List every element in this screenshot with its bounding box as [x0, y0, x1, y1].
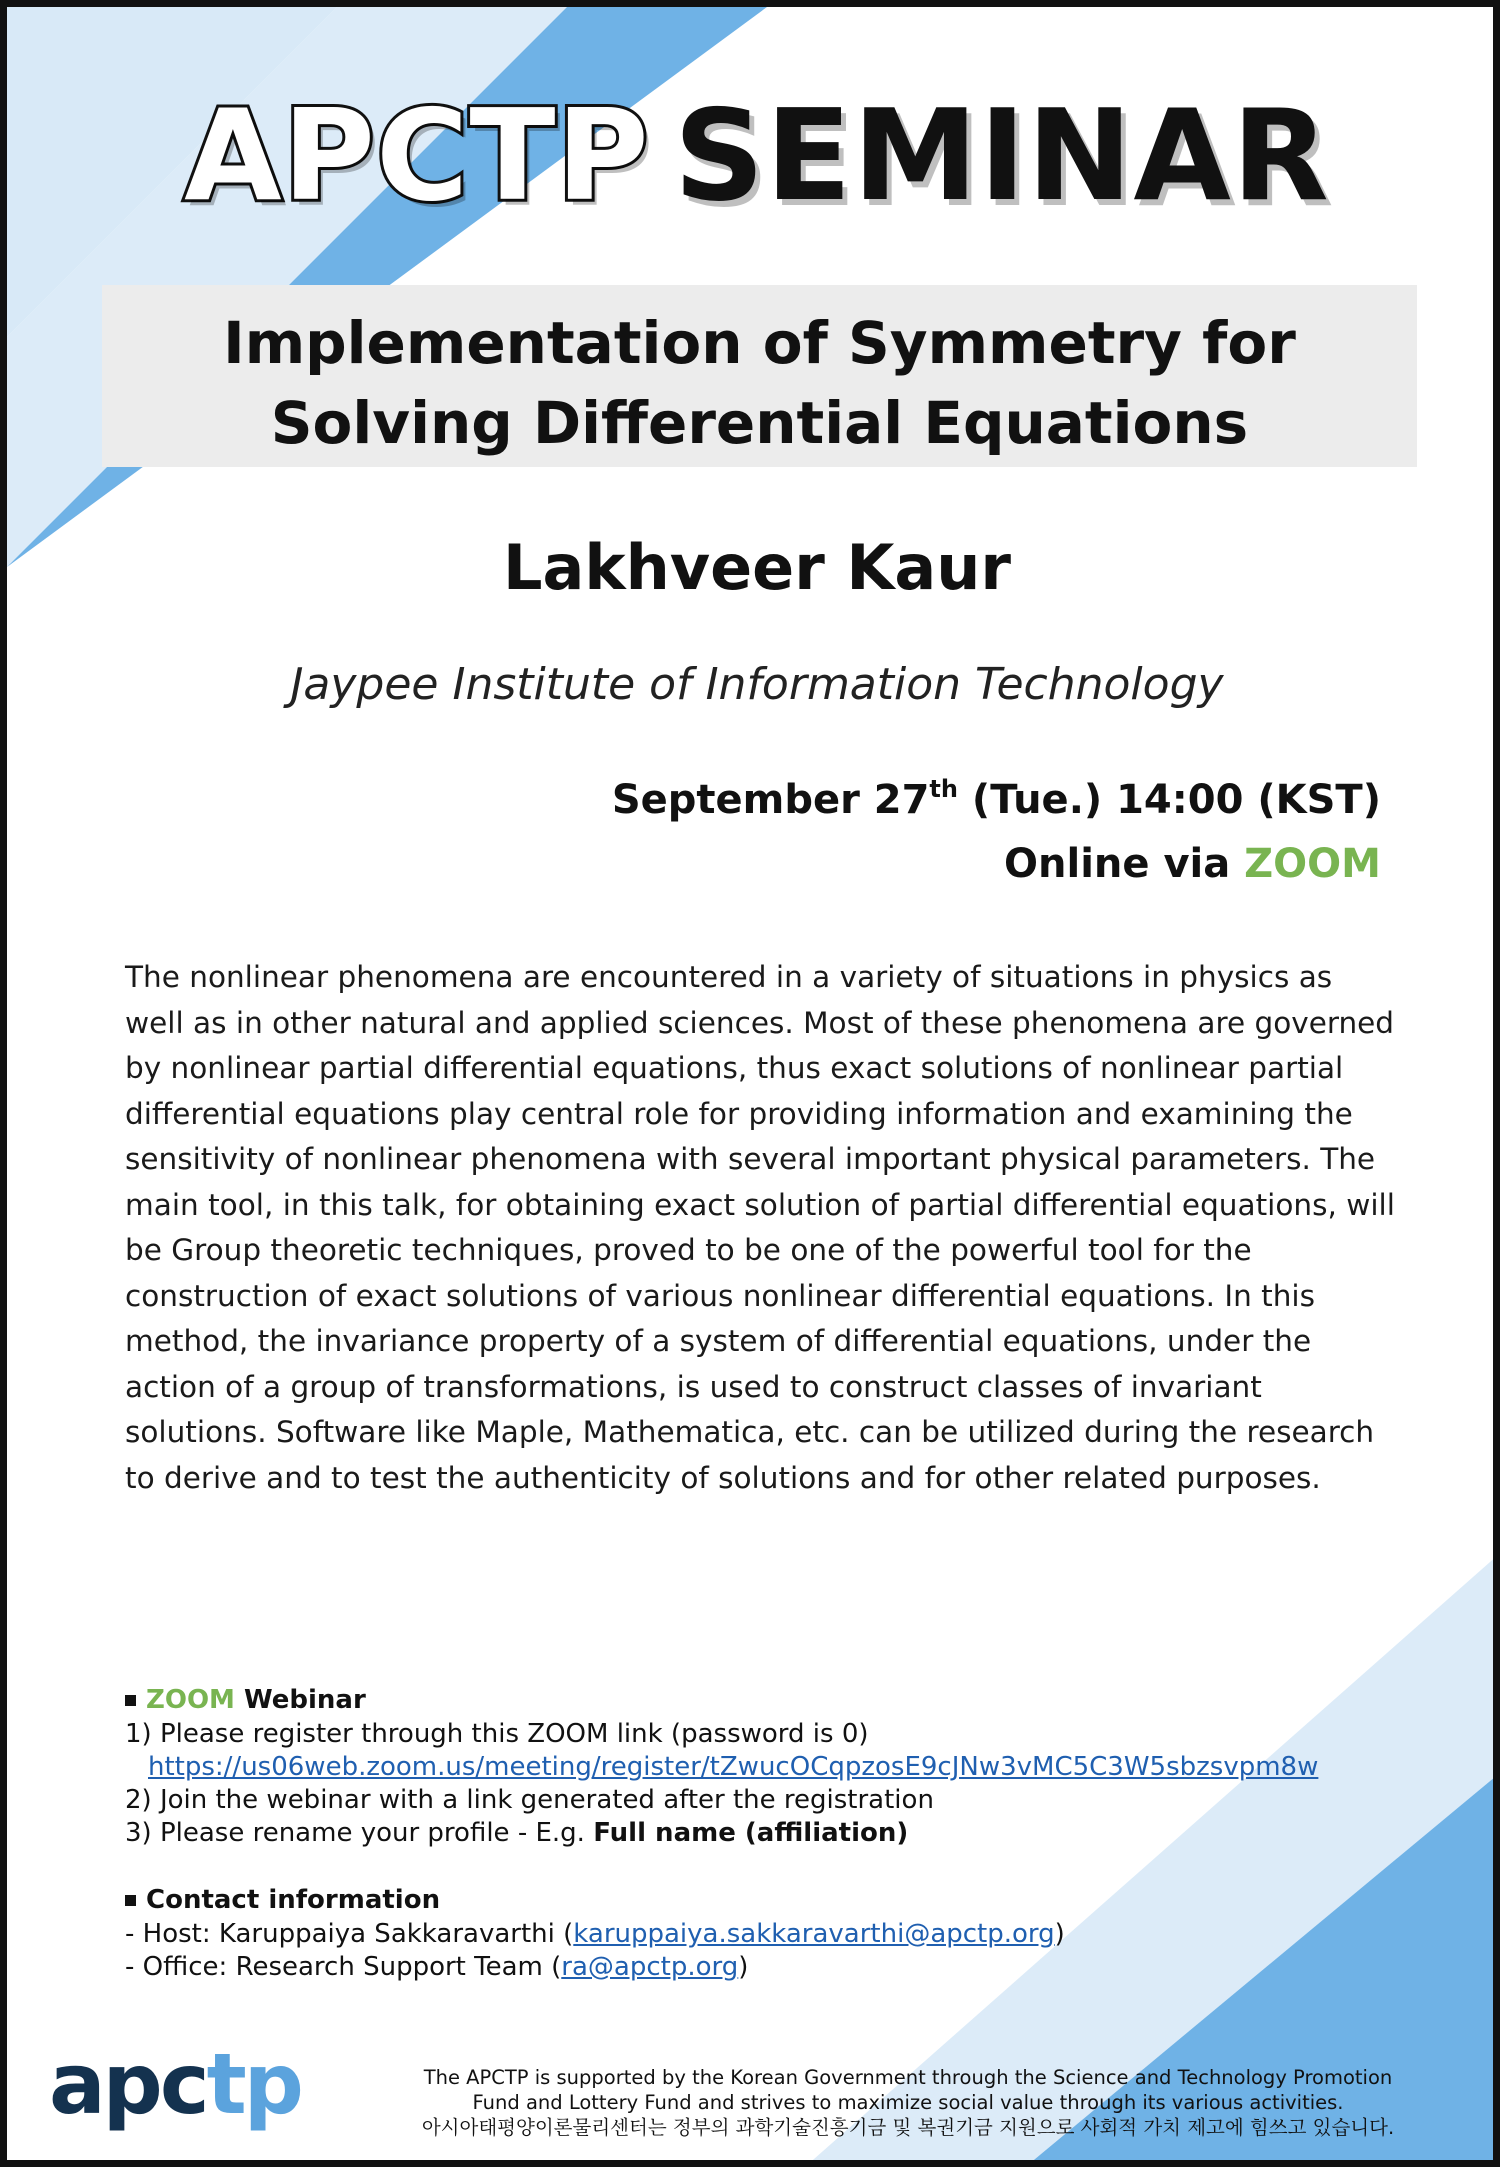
title-seminar: SEMINAR — [673, 82, 1330, 229]
seminar-topic — [102, 303, 1417, 463]
footer-notice — [343, 2065, 1473, 2140]
logo-part-tp: tp — [206, 2035, 301, 2133]
square-bullet-icon — [125, 1695, 136, 1706]
office-email-link[interactable]: ra@apctp.org — [561, 1952, 739, 1982]
apctp-logo — [49, 2035, 301, 2133]
footer-line-3: 아시아태평양이론물리센터는 정부의 과학기술진흥기금 및 복권기금 지원으로 사회적 가치 제고에 힘쓰고 있습니다. — [421, 2116, 1395, 2139]
date-rest: (Tue.) 14:00 (KST) — [957, 777, 1381, 823]
webinar-step-3 — [125, 1817, 908, 1850]
poster-title — [7, 82, 1500, 229]
topic-line-2: Solving Differential Equations — [270, 389, 1249, 457]
contact-host — [125, 1918, 1065, 1951]
date-suffix: th — [929, 775, 958, 803]
webinar-heading-rest: Webinar — [234, 1685, 366, 1715]
office-suffix: ) — [738, 1952, 749, 1982]
speaker-name: Lakhveer Kaur — [503, 531, 1011, 604]
date-prefix: September 27 — [611, 777, 930, 823]
webinar-heading-zoom: ZOOM — [146, 1685, 235, 1715]
online-zoom: ZOOM — [1244, 841, 1381, 887]
contact-office — [125, 1951, 748, 1984]
square-bullet-icon — [125, 1895, 136, 1906]
zoom-register-link-text[interactable]: https://us06web.zoom.us/meeting/register/tZwucOCqpzosE9cJNw3vMC5C3W5sbzsvpm8w — [148, 1752, 1319, 1782]
host-suffix: ) — [1054, 1919, 1065, 1949]
webinar-heading — [125, 1684, 366, 1717]
seminar-date — [612, 777, 1381, 823]
logo-part-apc: apc — [49, 2035, 207, 2133]
online-prefix: Online via — [1004, 841, 1245, 887]
footer-line-1: The APCTP is supported by the Korean Government through the Science and Technology Promotion — [423, 2066, 1393, 2089]
seminar-venue — [1004, 841, 1381, 887]
zoom-register-link[interactable] — [148, 1751, 1318, 1784]
contact-heading — [125, 1884, 440, 1917]
office-prefix: - Office: Research Support Team ( — [125, 1952, 562, 1982]
topic-line-1: Implementation of Symmetry for — [223, 309, 1296, 377]
host-prefix: - Host: Karuppaiya Sakkaravarthi ( — [125, 1919, 574, 1949]
webinar-step-1: 1) Please register through this ZOOM link (password is 0) — [125, 1719, 869, 1749]
step-3-bold: Full name (affiliation) — [593, 1818, 909, 1848]
contact-heading-text: Contact information — [146, 1885, 441, 1915]
step-3-prefix: 3) Please rename your profile - E.g. — [125, 1818, 594, 1848]
speaker-affiliation: Jaypee Institute of Information Technology — [290, 659, 1224, 710]
webinar-step-2: 2) Join the webinar with a link generated after the registration — [125, 1785, 934, 1815]
footer-line-2: Fund and Lottery Fund and strives to maximize social value through its various activities. — [472, 2091, 1344, 2114]
title-apctp: APCTP — [184, 82, 650, 229]
abstract-text: The nonlinear phenomena are encountered in a variety of situations in physics as well as in other natural and applied sciences. Most of these phenomena are governed by nonlinear partial differential equations, thus exact solutions of nonlinear partial differential equations play central role for providing information and examining the sensitivity of nonlinear phenomena with several important physical parameters. The main tool, in this talk, for obtaining exact solution of partial differential equations, will be Group theoretic techniques, proved to be one of the powerful tool for the construction of exact solutions of various nonlinear differential equations. In this method, the invariance property of a system of differential equations, under the action of a group of transformations, is used to construct classes of invariant solutions. Software like Maple, Mathematica, etc. can be utilized during the research to derive and to test the authenticity of solutions and for other related purposes. — [125, 960, 1395, 1495]
host-email-link[interactable]: karuppaiya.sakkaravarthi@apctp.org — [573, 1919, 1055, 1949]
